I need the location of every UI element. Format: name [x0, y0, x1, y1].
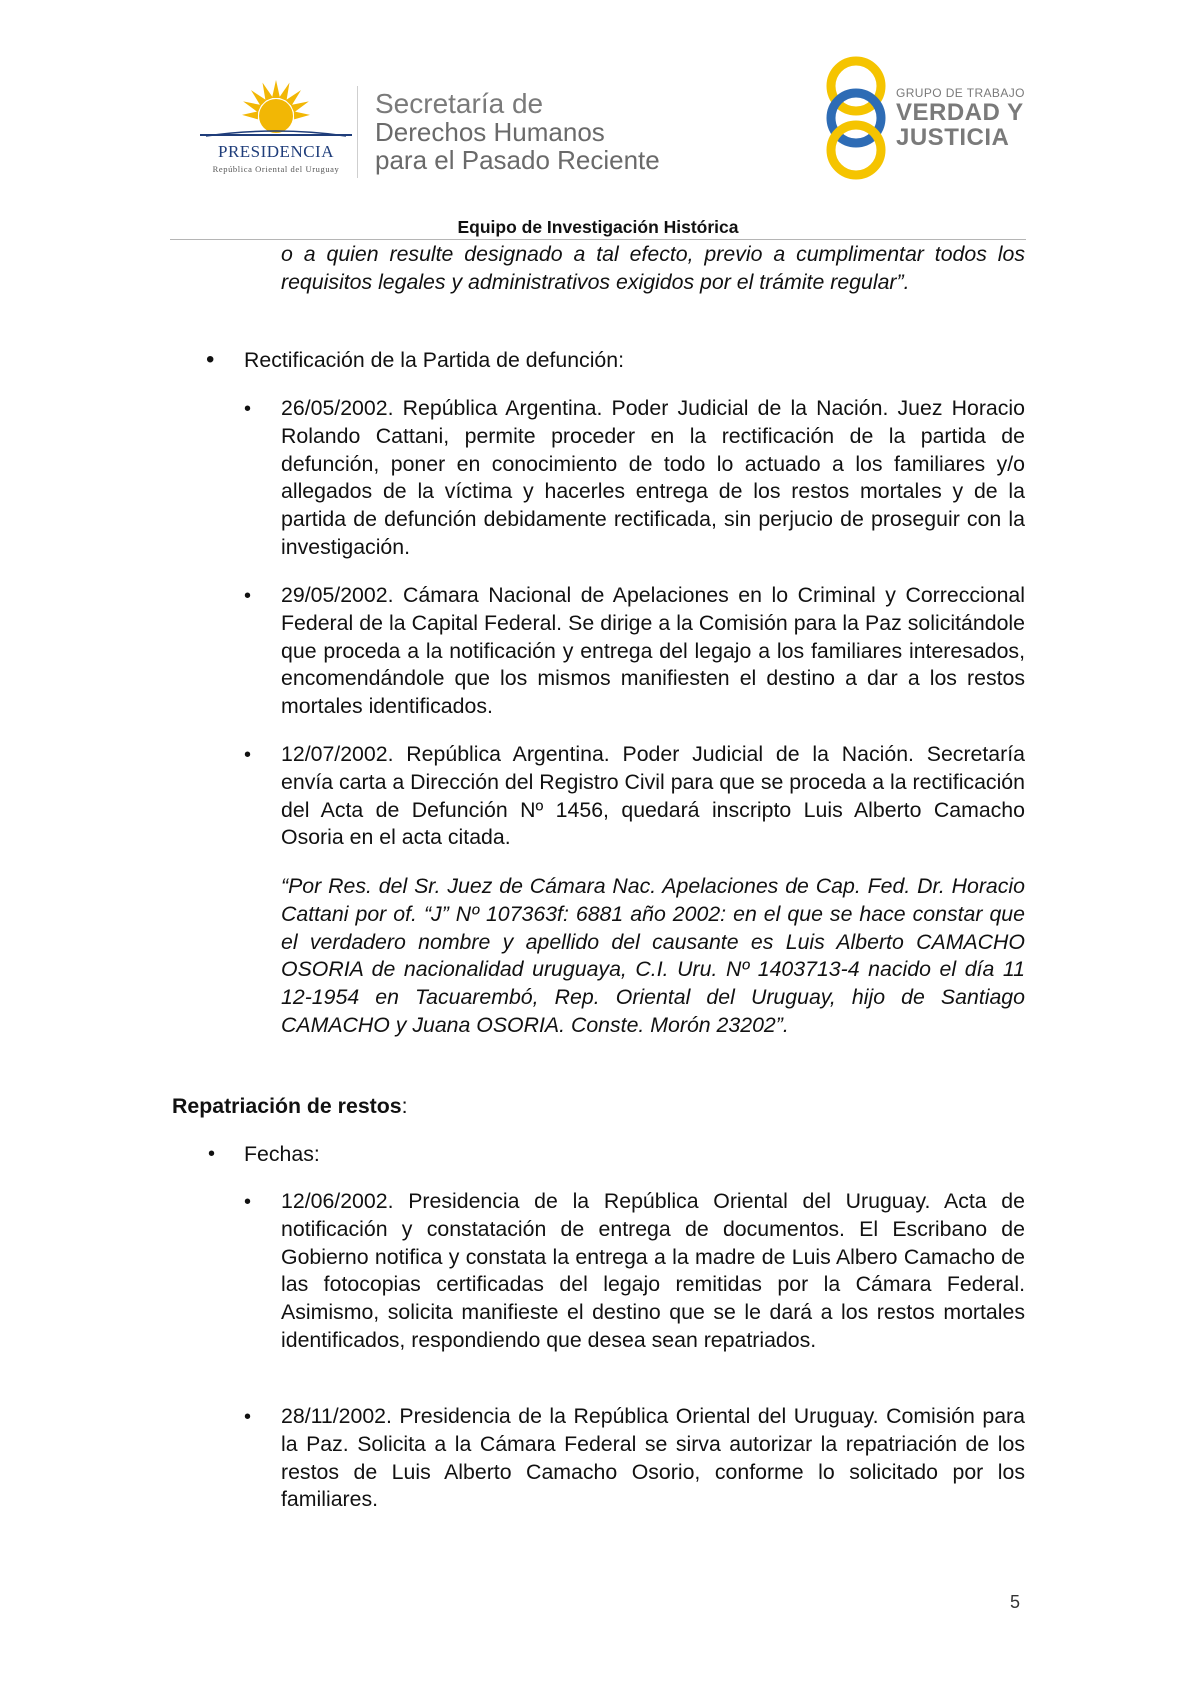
repatriacion-heading — [172, 1092, 408, 1120]
sun-emblem-icon — [196, 78, 356, 144]
bullet-icon: • — [208, 1143, 216, 1165]
rectificacion-title: Rectificación de la Partida de defunción: — [244, 348, 625, 372]
bullet-icon: • — [244, 398, 252, 420]
grupo-line-1: GRUPO DE TRABAJO — [896, 86, 1025, 100]
bullet-icon: • — [244, 1406, 252, 1428]
fechas-label: Fechas: — [244, 1142, 320, 1166]
rectificacion-item-3: 12/07/2002. República Argentina. Poder Judicial de la Nación. Secretaría envía carta a Dirección del Registro Civil para que se proceda a la rectificación del Acta de Defunción Nº 1456, quedará inscripto Luis Alberto Camacho Osoria en el acta citada. — [281, 742, 1025, 850]
grupo-line-3: JUSTICIA — [896, 124, 1010, 151]
presidencia-logo — [196, 78, 356, 178]
secretaria-line-2: Derechos Humanos — [375, 117, 605, 147]
repatriacion-heading-text: Repatriación de restos — [172, 1094, 402, 1118]
presidencia-subtitle: República Oriental del Uruguay — [212, 164, 340, 174]
grupo-line-2: VERDAD Y — [896, 99, 1024, 126]
bullet-icon: • — [244, 744, 252, 766]
secretaria-line-1: Secretaría de — [375, 88, 544, 119]
rectificacion-quote: “Por Res. del Sr. Juez de Cámara Nac. Apelaciones de Cap. Fed. Dr. Horacio Cattani por of. “J” Nº 107363f: 6881 año 2002: en el que se hace constar que el verdadero nombre y apellido del causante es Luis Alberto CAMACHO OSORIA de nacionalidad uruguaya, C.I. Uru. Nº 1403713-4 nacido el día 11 12-1954 en Tacuarembó, Rep. Oriental del Uruguay, hijo de Santiago CAMACHO y Juana OSORIA. Conste. Morón 23202”. — [281, 874, 1025, 1037]
bullet-icon: • — [244, 585, 252, 607]
repatriacion-item-2: 28/11/2002. Presidencia de la República Oriental del Uruguay. Comisión para la Paz. Solicita a la Cámara Federal se sirva autorizar la repatriación de los restos de Luis Alberto Camacho Osorio, conforme lo solicitado por los familiares. — [281, 1404, 1025, 1512]
repatriacion-item-1: 12/06/2002. Presidencia de la República Oriental del Uruguay. Acta de notificación y constatación de entrega de documentos. El Escribano de Gobierno notifica y constata la entrega a la madre de Luis Albero Camacho de las fotocopias certificadas del legajo remitidas por la Cámara Federal. Asimismo, solicita manifieste el destino que se le dará a los restos mortales identificados, respondiendo que desea sean repatriados. — [281, 1189, 1025, 1352]
bullet-icon: • — [244, 1191, 252, 1213]
repatriacion-heading-colon: : — [401, 1094, 408, 1118]
quote-continuation: o a quien resulte designado a tal efecto, previo a cumplimentar todos los requisitos legales y administrativos exigidos por el trámite regular”. — [281, 242, 1025, 294]
presidencia-name: PRESIDENCIA — [217, 142, 334, 161]
secretaria-logo-text — [375, 90, 705, 174]
header-rule — [170, 239, 1026, 240]
interlocking-rings-icon — [818, 56, 894, 180]
secretaria-line-3: para el Pasado Reciente — [375, 145, 660, 175]
page-number: 5 — [1010, 1592, 1021, 1612]
rectificacion-item-2: 29/05/2002. Cámara Nacional de Apelaciones en lo Criminal y Correccional Federal de la Capital Federal. Se dirige a la Comisión para la Paz solicitándole que proceda a la notificación y entrega del legajo a los familiares interesados, encomendándole que los mismos manifiesten el destino a dar a los restos mortales identificados. — [281, 583, 1025, 719]
team-title: Equipo de Investigación Histórica — [457, 217, 739, 237]
logo-divider — [357, 86, 358, 178]
grupo-trabajo-logo — [818, 56, 1038, 180]
bullet-icon: • — [206, 346, 215, 373]
rectificacion-item-1: 26/05/2002. República Argentina. Poder Judicial de la Nación. Juez Horacio Rolando Cattani, permite proceder en la rectificación de la partida de defunción, poner en conocimiento de todo lo actuado a los familiares y/o allegados de la víctima y hacerles entrega de los restos mortales y de la partida de defunción debidamente rectificada, sin perjucio de proseguir con la investigación. — [281, 396, 1025, 559]
